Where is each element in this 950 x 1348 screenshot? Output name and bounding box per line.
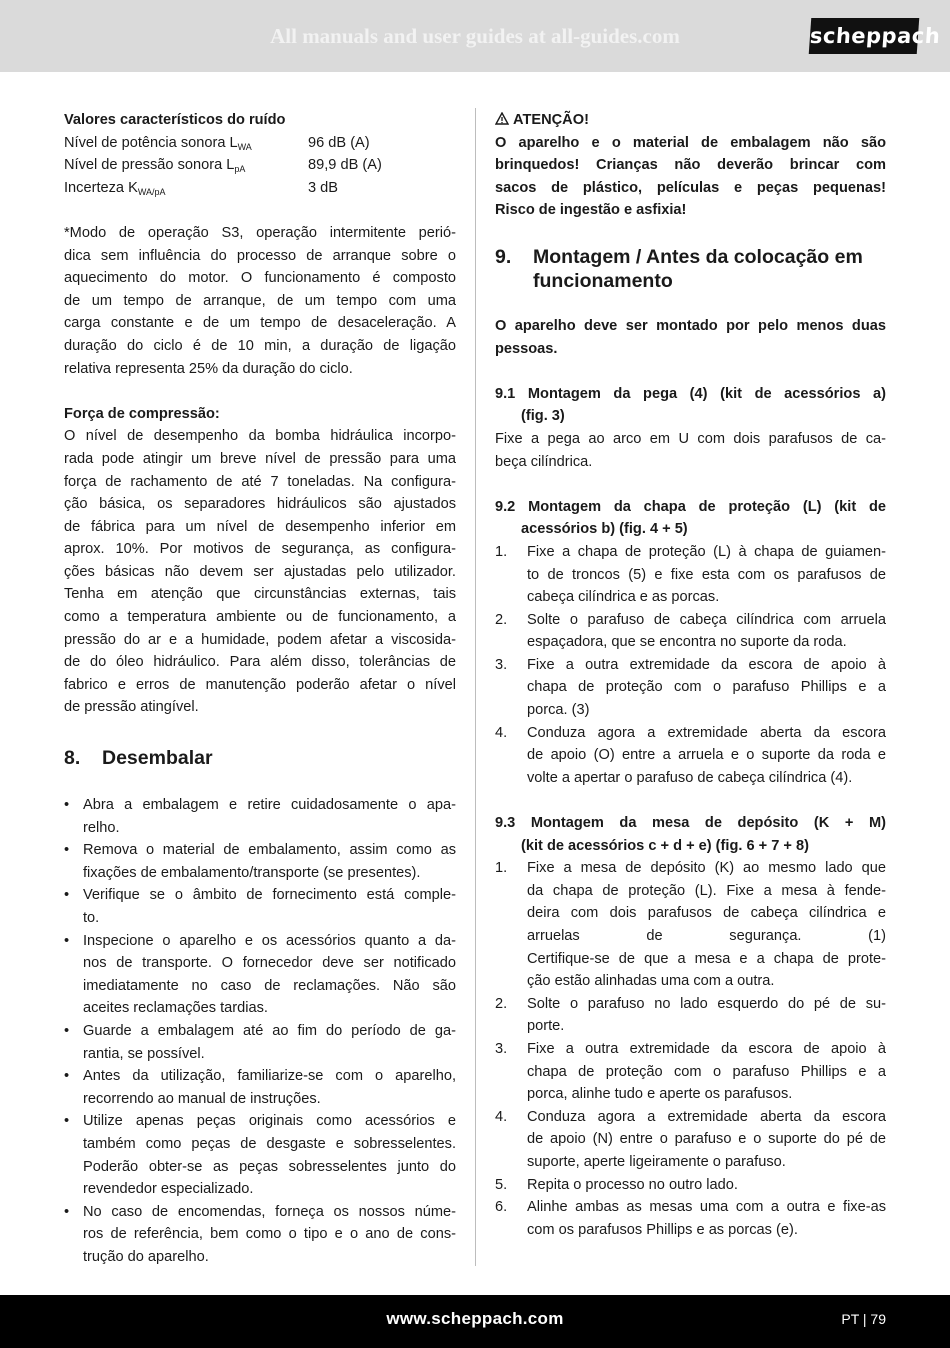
bullet-dot: • xyxy=(64,1113,70,1130)
noise-value: 89,9 dB (A) xyxy=(308,157,382,174)
noise-label: Nível de pressão sonora $L_{pA}$ xyxy=(64,157,246,175)
bullet-dot: • xyxy=(64,1022,70,1039)
list-item-line: também como peças de desgaste e sobresselentes. xyxy=(83,1135,456,1152)
list-item-line: Poderão obter-se as peças sobresselentes junto do xyxy=(83,1158,456,1175)
bullet-dot: • xyxy=(64,932,70,949)
paragraph-line: de pressão atingível. xyxy=(64,699,199,716)
paragraph-line: relativa representa 25% da duração do ciclo. xyxy=(64,360,353,377)
list-item-line: to. xyxy=(83,910,100,926)
section-8-heading xyxy=(64,746,456,770)
list-item xyxy=(64,839,456,884)
list-item-line: porca. (3) xyxy=(527,702,590,719)
list-item-line: Guarde a embalagem até ao fim do período de ga- xyxy=(83,1022,456,1039)
subsection-heading-line: (kit de acessórios c + d + e) (fig. 6 + 7 + 8) xyxy=(521,837,809,854)
list-item xyxy=(64,794,456,839)
list-item-line: Fixe a mesa de depósito (K) ao mesmo lado que xyxy=(527,860,886,877)
list-item-line: Solte o parafuso no lado esquerdo do pé de su- xyxy=(527,995,886,1012)
paragraph-line: *Modo de operação S3, operação intermitente perió- xyxy=(64,224,456,241)
list-item-line: volte a apertar o parafuso de cabeça cilíndrica (4). xyxy=(527,769,853,786)
list-item-line: Remova o material de embalamento, assim como as xyxy=(83,842,456,859)
bullet-dot: • xyxy=(64,1068,70,1085)
noise-row xyxy=(64,154,456,177)
section-9-number: 9. xyxy=(495,245,512,268)
list-item xyxy=(495,1106,886,1174)
right-column xyxy=(495,109,886,1241)
list-item-line: Solte o parafuso de cabeça cilíndrica com arruela xyxy=(527,611,886,628)
list-item xyxy=(64,1201,456,1269)
list-item-line: Utilize apenas peças originais como acessórios e xyxy=(83,1113,456,1130)
list-item-line: to de troncos (5) e fixe esta com os parafusos de xyxy=(527,566,886,583)
bullet-dot: • xyxy=(64,842,70,859)
force-heading: Força de compressão: xyxy=(64,405,220,422)
scheppach-logo: scheppach xyxy=(809,18,920,54)
paragraph-line: de um tempo de arranque, de um tempo com uma xyxy=(64,292,456,309)
list-item-line: porte. xyxy=(527,1018,565,1035)
paragraph-line: ções básicas não devem ser ajustadas pelo utilizador. xyxy=(64,563,456,580)
warning-line: Risco de ingestão e asfixia! xyxy=(495,202,687,219)
list-number: 6. xyxy=(495,1199,508,1216)
list-item-line: revendedor especializado. xyxy=(83,1181,254,1198)
subsection-heading-line: 9.1 Montagem da pega (4) (kit de acessórios a) xyxy=(495,385,886,402)
list-item xyxy=(64,1020,456,1065)
paragraph-line: aprox. 10%. Por motivos de segurança, as configura- xyxy=(64,541,456,558)
list-number: 4. xyxy=(495,1108,508,1125)
list-item-line: ros de referência, bem como o tipo e o ano de cons- xyxy=(83,1226,456,1243)
subsection-heading-line: 9.2 Montagem da chapa de proteção (L) (kit de xyxy=(495,498,886,515)
assembly-intro xyxy=(495,315,886,360)
paragraph-line: O nível de desempenho da bomba hidráulica incorpo- xyxy=(64,428,456,445)
paragraph-line: pressão do ar e a humidade, podem afetar a viscosida- xyxy=(64,631,456,648)
column-divider xyxy=(475,108,476,1266)
list-item-line: Repita o processo no outro lado. xyxy=(527,1176,738,1193)
subsection-9-2-heading xyxy=(495,496,886,541)
section-9-title xyxy=(533,245,863,293)
subsection-9-1-body xyxy=(495,428,886,473)
paragraph-line: como a temperatura ambiente ou de funcionamento, a xyxy=(64,609,456,626)
list-number: 4. xyxy=(495,724,508,741)
footer-bar xyxy=(0,1295,950,1348)
paragraph-line: Tenha em atenção que circunstâncias externas, tais xyxy=(64,586,456,603)
section-9-title-line: funcionamento xyxy=(533,269,673,292)
list-item xyxy=(64,1110,456,1200)
list-item-line: com os parafusos Phillips e as porcas (e). xyxy=(527,1221,798,1238)
warning-text xyxy=(495,132,886,222)
paragraph-line: rada pode atingir um breve nível de pressão para uma xyxy=(64,450,456,467)
list-item-line: de apoio (N) entre o parafuso e o suporte do pé de xyxy=(527,1131,886,1148)
noise-value: 96 dB (A) xyxy=(308,134,370,151)
noise-row xyxy=(64,177,456,200)
list-item-line: aceites reclamações tardias. xyxy=(83,1000,268,1017)
noise-label: Nível de potência sonora $L_{WA}$ xyxy=(64,134,252,152)
s3-paragraph xyxy=(64,222,456,380)
noise-table xyxy=(64,132,456,200)
noise-subscript: WA/pA xyxy=(137,186,166,197)
warning-line: sacos de plástico, películas e peças pequenas! xyxy=(495,179,886,196)
intro-line: O aparelho deve ser montado por pelo menos duas xyxy=(495,317,886,334)
section-9-heading xyxy=(495,245,886,293)
paragraph-line: de fábrica para um nível de desempenho inferior em xyxy=(64,518,456,535)
list-item xyxy=(495,722,886,790)
watermark-text: All manuals and user guides at all-guides.com xyxy=(270,24,680,48)
bullet-dot: • xyxy=(64,797,70,814)
section-9-title-line: Montagem / Antes da colocação em xyxy=(533,245,863,268)
subsection-heading-line: (fig. 3) xyxy=(521,408,565,425)
list-item xyxy=(495,993,886,1038)
warning-triangle-icon xyxy=(495,112,509,125)
list-item-line: Conduza agora a extremidade aberta da escora xyxy=(527,1108,886,1125)
list-item-line: Abra a embalagem e retire cuidadosamente o apa- xyxy=(83,797,456,814)
list-item-line: nos de transporte. O fornecedor deve ser notificado xyxy=(83,955,456,972)
list-item-line: chapa de proteção com o parafuso Phillips e a xyxy=(527,1063,886,1080)
list-item xyxy=(495,609,886,654)
warning-heading xyxy=(495,109,886,132)
paragraph-line: Fixe a pega ao arco em U com dois parafusos de ca- xyxy=(495,430,886,447)
list-item-line: da chapa de proteção (L). Fixe a mesa à fende- xyxy=(527,882,886,899)
section-8-number: 8. xyxy=(64,747,81,770)
list-number: 2. xyxy=(495,611,508,628)
list-item-line: rantia, se possível. xyxy=(83,1045,205,1062)
paragraph-line: duração do ciclo é de 10 min, a duração de ligação xyxy=(64,337,456,354)
unpack-list xyxy=(64,794,456,1268)
subsection-heading-line: 9.3 Montagem da mesa de depósito (K + M) xyxy=(495,815,886,832)
list-item-line: No caso de encomendas, forneça os nossos núme- xyxy=(83,1203,456,1220)
list-item-line: trução do aparelho. xyxy=(83,1248,209,1265)
noise-subscript: pA xyxy=(234,164,246,175)
left-column xyxy=(64,109,456,1269)
list-item xyxy=(495,1038,886,1106)
list-item-line: Alinhe ambas as mesas uma com a outra e fixe-as xyxy=(527,1199,886,1216)
list-item-line: recorrendo ao manual de instruções. xyxy=(83,1090,321,1107)
list-item-line: Fixe a chapa de proteção (L) à chapa de guiamen- xyxy=(527,543,886,560)
list-item-line: Certifique-se de que a mesa e a chapa de prote- xyxy=(527,950,886,967)
list-item-line: relho. xyxy=(83,819,120,836)
paragraph-line: aquecimento do motor. O funcionamento é composto xyxy=(64,270,456,287)
list-item-line: ção estão alinhadas uma com a outra. xyxy=(527,973,775,990)
intro-line: pessoas. xyxy=(495,340,558,357)
list-item-line: Verifique se o âmbito de fornecimento está comple- xyxy=(83,887,456,904)
noise-label: Incerteza $K_{WA/pA}$ xyxy=(64,179,166,197)
page-number: PT | 79 xyxy=(841,1311,886,1327)
list-number: 1. xyxy=(495,543,508,560)
footer-url: www.scheppach.com xyxy=(386,1309,564,1328)
list-item xyxy=(64,930,456,1020)
top-banner xyxy=(0,0,950,72)
subsection-9-2-list xyxy=(495,541,886,790)
list-item-line: Antes da utilização, familiarize-se com o aparelho, xyxy=(83,1068,456,1085)
list-item-line: deira com dois parafusos de cabeça cilíndrica e xyxy=(527,905,886,922)
list-number: 1. xyxy=(495,860,508,877)
list-item xyxy=(495,857,886,993)
paragraph-line: carga constante e de um tempo de desaceleração. A xyxy=(64,315,456,332)
list-item-line: fixações de embalamento/transporte (se presentes). xyxy=(83,864,421,881)
list-number: 5. xyxy=(495,1176,508,1193)
subsection-9-3-list xyxy=(495,857,886,1241)
list-number: 3. xyxy=(495,1040,508,1057)
bullet-dot: • xyxy=(64,887,70,904)
list-item xyxy=(495,1174,886,1197)
list-number: 2. xyxy=(495,995,508,1012)
paragraph-line: beça cilíndrica. xyxy=(495,453,593,470)
list-item-line: porca, alinhe tudo e aperte os parafusos. xyxy=(527,1086,793,1103)
list-item xyxy=(64,884,456,929)
paragraph-line: dica sem influência do processo de arranque sobre o xyxy=(64,247,456,264)
list-item xyxy=(64,1065,456,1110)
section-8-title: Desembalar xyxy=(102,747,213,770)
list-item-line: imediatamente no caso de reclamações. Não são xyxy=(83,977,456,994)
subsection-9-1-heading xyxy=(495,383,886,428)
paragraph-line: força de rachamento de até 7 toneladas. Na configura- xyxy=(64,473,456,490)
list-item-line: espaçadora, que se encontra no suporte da roda. xyxy=(527,634,847,651)
list-item-line: chapa de proteção com o parafuso Phillips e a xyxy=(527,679,886,696)
list-item-line: suporte, aperte ligeiramente o parafuso. xyxy=(527,1153,786,1170)
list-item-line: cabeça cilíndrica e as porcas. xyxy=(527,589,720,606)
list-item xyxy=(495,541,886,609)
paragraph-line: ção básica, os separadores hidráulicos são ajustados xyxy=(64,496,456,513)
list-item-line: Fixe a outra extremidade da escora de apoio à xyxy=(527,1040,886,1057)
noise-heading: Valores característicos do ruído xyxy=(64,112,286,128)
list-item-line: Fixe a outra extremidade da escora de apoio à xyxy=(527,656,886,673)
list-item-line: arruelas de segurança. (1) xyxy=(527,928,886,944)
noise-row xyxy=(64,132,456,155)
subsection-heading-line: acessórios b) (fig. 4 + 5) xyxy=(521,521,688,538)
list-item-line: Conduza agora a extremidade aberta da escora xyxy=(527,724,886,741)
noise-value: 3 dB xyxy=(308,179,339,196)
list-item xyxy=(495,1196,886,1241)
warning-title: ATENÇÃO! xyxy=(513,112,589,128)
warning-line: O aparelho e o material de embalagem não são xyxy=(495,134,886,151)
list-item-line: Inspecione o aparelho e os acessórios quanto a da- xyxy=(83,932,456,949)
bullet-dot: • xyxy=(64,1203,70,1220)
warning-line: brinquedos! Crianças não deverão brincar com xyxy=(495,157,886,174)
list-item xyxy=(495,654,886,722)
list-item-line: de apoio (O) entre a arruela e o suporte da roda e xyxy=(527,747,886,764)
noise-subscript: WA xyxy=(237,141,252,152)
subsection-9-3-heading xyxy=(495,812,886,857)
paragraph-line: de do óleo hidráulico. Para além disso, tolerâncias de xyxy=(64,654,456,671)
paragraph-line: fabrico e erros de manutenção poderão afetar o nível xyxy=(64,676,456,693)
list-number: 3. xyxy=(495,656,508,673)
force-paragraph xyxy=(64,425,456,719)
